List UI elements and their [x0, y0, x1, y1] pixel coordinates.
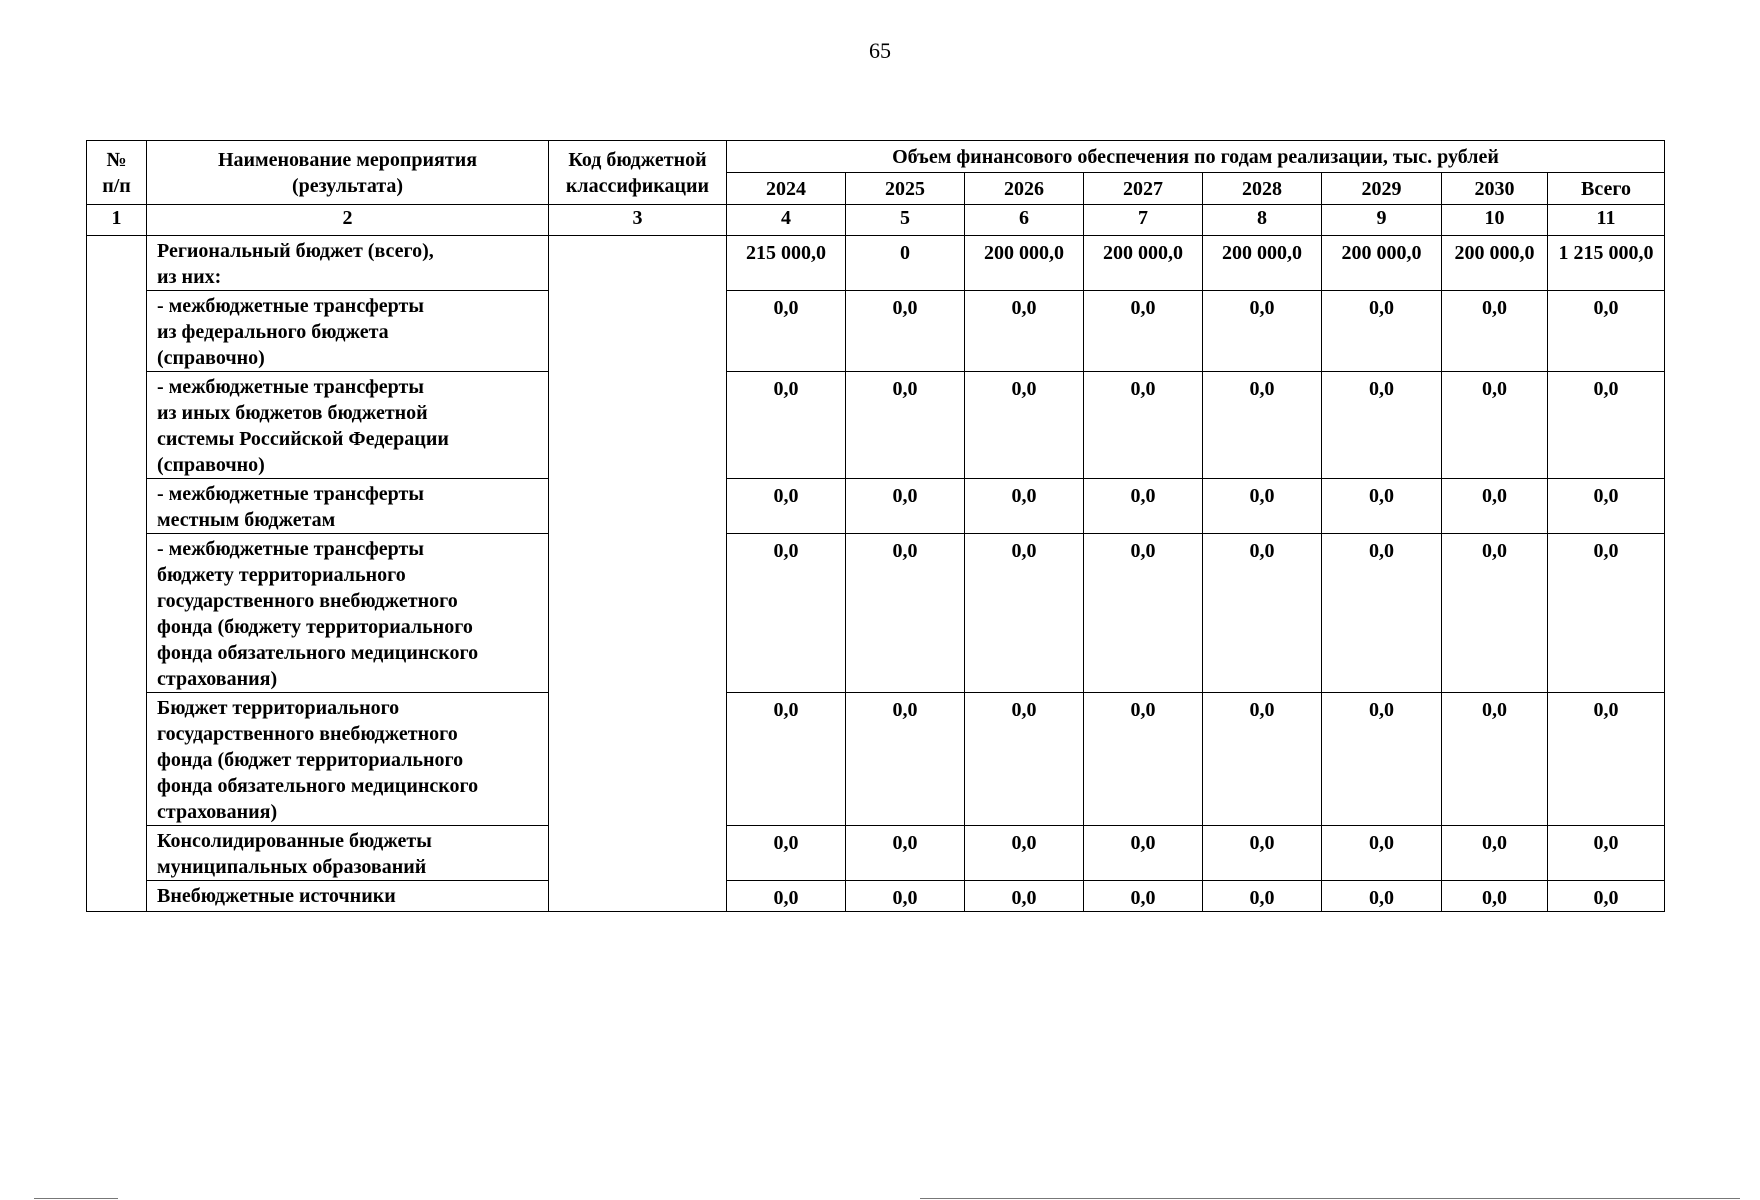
header-code: Код бюджетной классификации [549, 141, 727, 205]
header-year: 2027 [1084, 173, 1203, 205]
value-cell: 200 000,0 [1322, 236, 1442, 291]
column-number: 6 [965, 205, 1084, 236]
value-cell: 0,0 [1322, 693, 1442, 826]
table-row [87, 534, 1665, 693]
value-cell: 0,0 [846, 372, 965, 479]
value-cell: 0,0 [1203, 881, 1322, 912]
value-cell: 0,0 [965, 881, 1084, 912]
value-cell: 0,0 [1084, 291, 1203, 372]
row-name: - межбюджетные трансферты из федерального бюджета (справочно) [147, 291, 549, 372]
row-name: - межбюджетные трансферты местным бюджетам [147, 479, 549, 534]
table-header [87, 141, 1665, 205]
value-cell: 0,0 [846, 534, 965, 693]
value-cell: 1 215 000,0 [1548, 236, 1665, 291]
budget-code-cell [549, 236, 727, 912]
table-row [87, 372, 1665, 479]
column-number: 2 [147, 205, 549, 236]
column-numbers-row [87, 205, 1665, 236]
value-cell: 0,0 [1322, 372, 1442, 479]
table-body [87, 205, 1665, 912]
row-name: - межбюджетные трансферты из иных бюджетов бюджетной системы Российской Федерации (справочно) [147, 372, 549, 479]
row-name: Региональный бюджет (всего), из них: [147, 236, 549, 291]
row-name: Бюджет территориального государственного внебюджетного фонда (бюджет территориального фонда обязательного медицинского страхования) [147, 693, 549, 826]
table-row [87, 881, 1665, 912]
value-cell: 0,0 [1084, 534, 1203, 693]
value-cell: 0,0 [1203, 291, 1322, 372]
value-cell: 0,0 [727, 291, 846, 372]
header-year: 2028 [1203, 173, 1322, 205]
value-cell: 0,0 [1442, 479, 1548, 534]
value-cell: 0,0 [1203, 372, 1322, 479]
value-cell: 200 000,0 [1084, 236, 1203, 291]
value-cell: 0,0 [1548, 693, 1665, 826]
header-year: 2029 [1322, 173, 1442, 205]
value-cell: 0,0 [727, 881, 846, 912]
column-number: 10 [1442, 205, 1548, 236]
value-cell: 0,0 [965, 534, 1084, 693]
value-cell: 0,0 [1548, 534, 1665, 693]
value-cell: 0,0 [846, 693, 965, 826]
value-cell: 0,0 [1322, 291, 1442, 372]
budget-table [86, 140, 1665, 912]
value-cell: 0,0 [1322, 479, 1442, 534]
row-name: Внебюджетные источники [147, 881, 549, 912]
value-cell: 0,0 [965, 479, 1084, 534]
header-name: Наименование мероприятия (результата) [147, 141, 549, 205]
bottom-rule-right [920, 1198, 1740, 1199]
table-row [87, 826, 1665, 881]
header-year: 2024 [727, 173, 846, 205]
value-cell: 200 000,0 [1203, 236, 1322, 291]
bottom-rule-left [34, 1198, 118, 1199]
value-cell: 0,0 [1203, 534, 1322, 693]
value-cell: 0,0 [727, 534, 846, 693]
value-cell: 200 000,0 [1442, 236, 1548, 291]
page-number: 65 [869, 38, 891, 63]
value-cell: 0 [846, 236, 965, 291]
table-row [87, 693, 1665, 826]
value-cell: 0,0 [846, 826, 965, 881]
value-cell: 0,0 [846, 479, 965, 534]
column-number: 8 [1203, 205, 1322, 236]
column-number: 1 [87, 205, 147, 236]
value-cell: 0,0 [1442, 881, 1548, 912]
value-cell: 0,0 [1548, 826, 1665, 881]
value-cell: 0,0 [727, 372, 846, 479]
row-number-cell [87, 236, 147, 912]
value-cell: 0,0 [727, 479, 846, 534]
value-cell: 0,0 [846, 881, 965, 912]
header-year: 2025 [846, 173, 965, 205]
column-number: 5 [846, 205, 965, 236]
header-year: 2030 [1442, 173, 1548, 205]
value-cell: 215 000,0 [727, 236, 846, 291]
value-cell: 0,0 [965, 372, 1084, 479]
column-number: 9 [1322, 205, 1442, 236]
value-cell: 0,0 [1084, 479, 1203, 534]
header-number: № п/п [87, 141, 147, 205]
value-cell: 0,0 [1084, 881, 1203, 912]
value-cell: 0,0 [965, 693, 1084, 826]
value-cell: 0,0 [1442, 534, 1548, 693]
column-number: 3 [549, 205, 727, 236]
table-row [87, 479, 1665, 534]
value-cell: 0,0 [1442, 693, 1548, 826]
table-row [87, 236, 1665, 291]
value-cell: 0,0 [846, 291, 965, 372]
value-cell: 0,0 [1203, 479, 1322, 534]
value-cell: 0,0 [727, 693, 846, 826]
header-volume: Объем финансового обеспечения по годам реализации, тыс. рублей [727, 141, 1665, 173]
table-row [87, 291, 1665, 372]
value-cell: 0,0 [1322, 826, 1442, 881]
column-number: 4 [727, 205, 846, 236]
value-cell: 0,0 [727, 826, 846, 881]
value-cell: 0,0 [1084, 693, 1203, 826]
value-cell: 0,0 [1442, 372, 1548, 479]
value-cell: 0,0 [1322, 534, 1442, 693]
value-cell: 0,0 [1203, 693, 1322, 826]
value-cell: 0,0 [1084, 372, 1203, 479]
header-year: Всего [1548, 173, 1665, 205]
value-cell: 0,0 [1322, 881, 1442, 912]
value-cell: 0,0 [965, 826, 1084, 881]
row-name: - межбюджетные трансферты бюджету территориального государственного внебюджетного фонда (бюджету территориального фонда обязательного медицинского страхования) [147, 534, 549, 693]
value-cell: 0,0 [1548, 479, 1665, 534]
header-year: 2026 [965, 173, 1084, 205]
value-cell: 0,0 [1548, 372, 1665, 479]
value-cell: 0,0 [965, 291, 1084, 372]
row-name: Консолидированные бюджеты муниципальных образований [147, 826, 549, 881]
column-number: 7 [1084, 205, 1203, 236]
column-number: 11 [1548, 205, 1665, 236]
value-cell: 0,0 [1548, 291, 1665, 372]
value-cell: 0,0 [1203, 826, 1322, 881]
value-cell: 0,0 [1442, 291, 1548, 372]
value-cell: 0,0 [1548, 881, 1665, 912]
value-cell: 0,0 [1084, 826, 1203, 881]
value-cell: 0,0 [1442, 826, 1548, 881]
value-cell: 200 000,0 [965, 236, 1084, 291]
